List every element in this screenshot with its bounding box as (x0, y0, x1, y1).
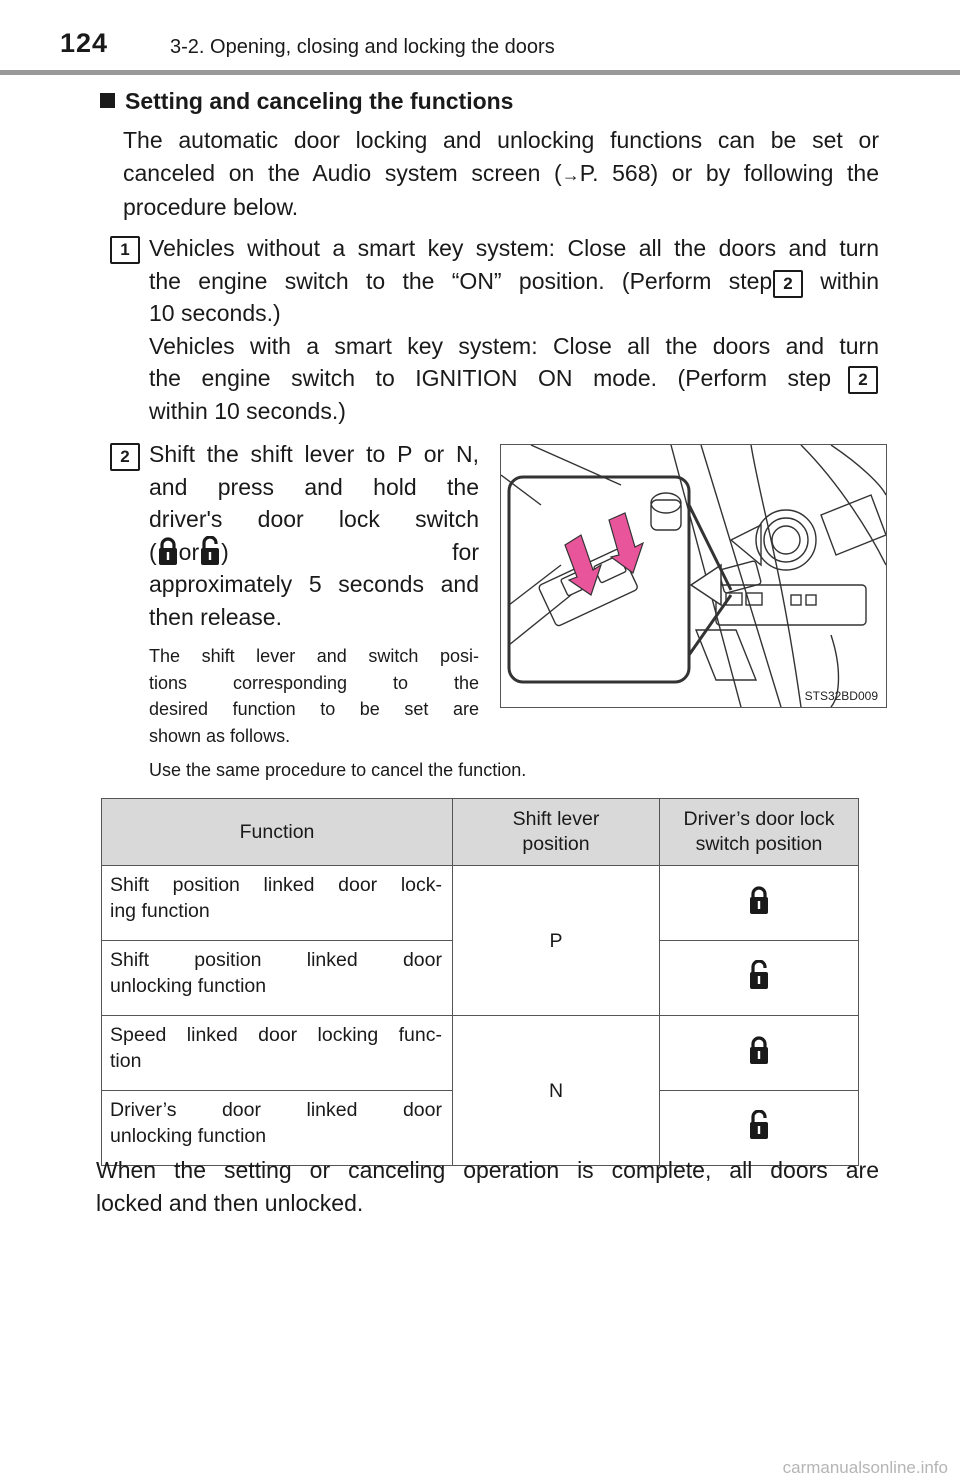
step-2-badge: 2 (110, 443, 140, 471)
step-line: driver's door lock switch (149, 506, 479, 532)
shift-position-cell: N (453, 1016, 660, 1166)
switch-cell (660, 1016, 859, 1091)
footer-line: locked and then unlocked. (96, 1189, 364, 1216)
note-line: desired function to be set are (149, 699, 479, 719)
section-heading (100, 88, 513, 115)
note-line: tions corresponding to the (149, 672, 479, 693)
section-title: 3-2. Opening, closing and locking the doors (170, 36, 555, 58)
header-function: Function (102, 799, 453, 866)
table-row (102, 866, 859, 941)
step-line: ( or ) for (149, 536, 479, 569)
step-ref-badge: 2 (848, 366, 878, 394)
watermark: carmanualsonline.info (782, 1458, 948, 1477)
lock-icon (157, 536, 179, 566)
footer-line: When the setting or canceling operation is complete, all doors are (96, 1157, 879, 1183)
function-cell: Shift position linked door unlocking function (102, 941, 453, 1016)
intro-line: The automatic door locking and unlocking functions can be set or (123, 127, 879, 153)
step-line: within 10 seconds.) (149, 397, 346, 424)
cancel-note: Use the same procedure to cancel the function. (149, 760, 527, 780)
header-shift-lever: Shift lever position (453, 799, 660, 866)
completion-paragraph (96, 1154, 879, 1219)
lock-icon (748, 1035, 770, 1065)
step-line: then release. (149, 603, 282, 630)
switch-cell (660, 941, 859, 1016)
illustration-drawing (501, 445, 886, 707)
step-line: Vehicles with a smart key system: Close all the doors and turn (149, 332, 879, 359)
function-table (101, 798, 859, 1166)
unlock-icon (199, 536, 221, 566)
header-divider (0, 70, 960, 75)
function-cell: Shift position linked door lock- ing function (102, 866, 453, 941)
intro-line: procedure below. (123, 194, 299, 220)
section-heading-text: Setting and canceling the functions (125, 88, 514, 114)
step-1-text (149, 232, 879, 427)
step-ref-badge: 2 (773, 270, 803, 298)
step-2-note (149, 643, 479, 749)
table-row (102, 1016, 859, 1091)
switch-cell (660, 866, 859, 941)
step-2-text (149, 438, 479, 633)
reference-arrow-icon: → (561, 164, 580, 185)
step-line: Vehicles without a smart key system: Close all the doors and turn (149, 235, 879, 261)
function-cell: Speed linked door locking func- tion (102, 1016, 453, 1091)
lock-icon (748, 885, 770, 915)
page-number: 124 (60, 28, 109, 58)
step-line: 10 seconds.) (149, 300, 281, 326)
step-line: approximately 5 seconds and (149, 571, 479, 597)
note-line: shown as follows. (149, 725, 291, 746)
function-cell: Driver’s door linked door unlocking function (102, 1091, 453, 1166)
step-line: and press and hold the (149, 473, 479, 500)
step-line: the engine switch to the “ON” position. (Perform step within (149, 267, 879, 294)
note-line: The shift lever and switch posi- (149, 646, 479, 666)
step-1-badge: 1 (110, 236, 140, 264)
shift-position-cell: P (453, 866, 660, 1016)
step-line: the engine switch to IGNITION ON mode. (Perform step (149, 365, 831, 391)
intro-line: canceled on the Audio system screen (→P. 568) or by following the (123, 159, 879, 186)
step-line: Shift the shift lever to P or N, (149, 441, 479, 467)
square-bullet-icon (100, 93, 115, 108)
unlock-icon (748, 960, 770, 990)
figure-code: STS32BD009 (804, 689, 878, 703)
intro-paragraph (123, 124, 879, 224)
table-header-row (102, 799, 859, 866)
page-header (0, 0, 960, 74)
header-switch-position: Driver’s door lock switch position (660, 799, 859, 866)
door-lock-switch-illustration (500, 444, 887, 708)
unlock-icon (748, 1110, 770, 1140)
